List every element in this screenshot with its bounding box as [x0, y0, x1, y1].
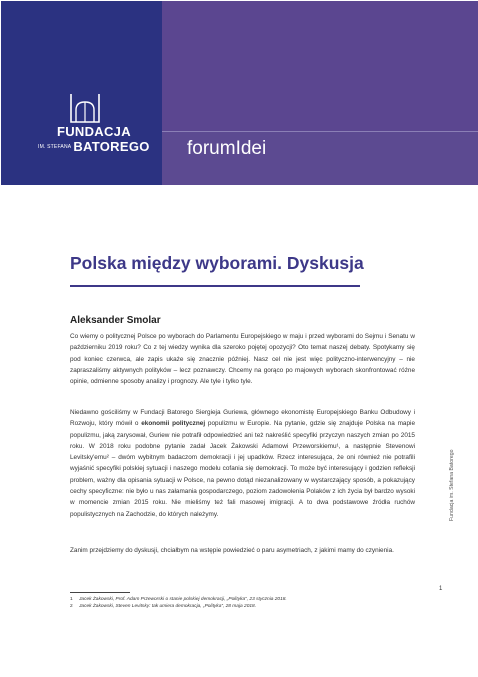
- paragraph-2-bold: ekonomii politycznej: [141, 420, 206, 428]
- title-underline: [70, 285, 360, 287]
- paragraph-2-text-after: populizmu w Europie. Na pytanie, gdzie się znajduje Polska na mapie populizmu, jaką zarysował, Guriew nie potrafił odpowiedzieć ani też nakreślić specyfiki przyczyn naszych zmian po 2015 roku. W 2018 roku podobne pytanie zadał Jacek Żakowski Adamowi Przeworskiemu¹, a następnie Stevenowi Levitsky'emu² – dwóm wybitnym badaczom demokracji i jej upadków. Rzecz interesująca, że oni również nie potrafili wyjaśnić specyfiki polskiej sytuacji i naszego modelu cofania się demokracji. To może być interesujący i godzien refleksji problem, ważny dla opisania sytuacji w Polsce, na pewno dotąd niezanalizowany w wystarczający sposób, a pokazujący cechy specyficzne: nie było u nas załamania gospodarczego, poziom zadowolenia Polaków z ich życia był bardzo wysoki w momencie zmian 2015 roku. Nie mieliśmy też fali masowej imigracji. A to dwa podstawowe źródła ruchów populistycznych na Zachodzie, do których należymy.: [70, 420, 416, 518]
- footnote-1-number: 1: [70, 597, 73, 602]
- paragraph-2: [70, 407, 415, 520]
- paragraph-3: [70, 545, 415, 556]
- footnote-1: [70, 596, 415, 603]
- page-title: Polska między wyborami. Dyskusja: [70, 253, 364, 273]
- page-number: 1: [439, 586, 443, 592]
- paragraph-1-text: Co wiemy o politycznej Polsce po wyborach do Parlamentu Europejskiego w maju i przed wyborami do Sejmu i Senatu w październiku 2019 roku? Co z tej wiedzy wynika dla szeroko pojętej opozycji? Oto temat naszej debaty. Spotykamy się pod koniec czerwca, ale zapis ukaże się znacznie później. Nasz cel nie jest więc polityczno-interwencyjny – nie zapraszaliśmy aktywnych polityków – lecz poznawczy. Chcemy na gorąco po majowych wyborach skonfrontować różne opinie, odmienne sposoby analizy i prognozy. Ale tyle i tylko tyle.: [70, 333, 415, 386]
- side-running-text: Fundacja im. Stefana Batorego: [449, 449, 455, 521]
- author-name: Aleksander Smolar: [70, 315, 161, 326]
- org-name-small: IM. STEFANA: [38, 144, 72, 150]
- footnote-1-text: Jacek Żakowski, Prof. Adam Przeworski o stanie polskiej demokracji, „Polityka”, 23 stycznia 2018.: [79, 597, 287, 602]
- paragraph-3-text: Zanim przejdziemy do dyskusji, chciałbym na wstępie powiedzieć o paru asymetriach, z jakimi mamy do czynienia.: [70, 547, 394, 554]
- footnote-rule: [70, 592, 130, 593]
- paragraph-1: [70, 331, 415, 387]
- footnote-2: [70, 603, 415, 610]
- header-divider: [162, 131, 478, 132]
- header-right-top-band: [162, 1, 478, 131]
- org-name-batory: BATOREGO: [73, 139, 150, 155]
- series-name: forumIdei: [187, 138, 267, 159]
- paragraph-2-text-before: Niedawno gościliśmy w Fundacji Batorego Siergieja Guriewa, głównego ekonomistę Europejskiego Banku Odbudowy i Rozwoju, który mówił o: [70, 409, 415, 428]
- footnote-2-number: 2: [70, 604, 73, 609]
- footnote-2-text: Jacek Żakowski, Steven Levitsky: tak umiera demokracja, „Polityka”, 28 maja 2018.: [79, 604, 257, 609]
- org-name-line1: FUNDACJA: [57, 124, 131, 139]
- foundation-logo-icon: [70, 93, 100, 123]
- org-name-line2: [38, 141, 168, 153]
